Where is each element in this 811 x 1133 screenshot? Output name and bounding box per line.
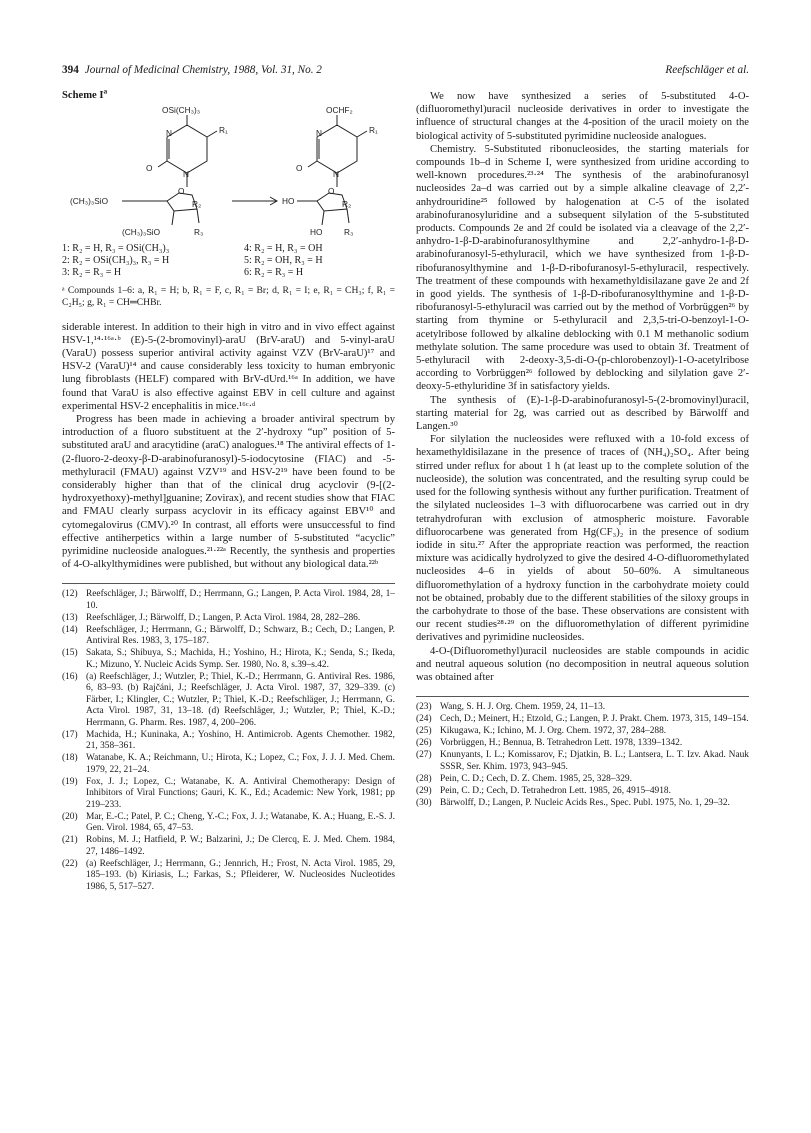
reference-18: (18) Watanabe, K. A.; Reichmann, U.; Hirota, K.; Lopez, C.; Fox, J. J. J. Med. Chem. 1979, 22, 21–24. bbox=[62, 753, 395, 775]
compound-1: 1: R₂ = H, R₃ = OSi(CH₃)₃ bbox=[62, 243, 170, 254]
chem-r3-right: R₃ bbox=[344, 227, 354, 237]
right-paragraph-1: We now have synthesized a series of 5-substituted 4-O-(difluoromethyl)uracil nucleoside derivatives in order to investigate the influence of structural changes at the 4-position of the uracil moiety on the biological activity of 5-substituted pyrimidine nucleoside analogues. bbox=[416, 91, 749, 142]
reference-30: (30) Bärwolff, D.; Langen, P. Nucleic Acids Res., Spec. Publ. 1975, No. 1, 29–32. bbox=[416, 797, 730, 808]
chem-n1-right: N bbox=[333, 169, 339, 179]
scheme-title: Scheme $I^a$ bbox=[62, 86, 108, 101]
right-column bbox=[416, 90, 749, 810]
reference-20: (20) Mar, E.-C.; Patel, P. C.; Cheng, Y.-C.; Fox, J. J.; Watanabe, K. A.; Huang, E.-S. J. Gen. Virol. 1984, 65, 47–53. bbox=[62, 811, 395, 834]
chem-n1-left: N bbox=[183, 169, 189, 179]
reference-12: (12) Reefschläger, J.; Bärwolff, D.; Herrmann, G.; Langen, P. Acta Virol. 1984, 28, 1–10. bbox=[62, 589, 395, 611]
right-paragraph-4: For silylation the nucleosides were refluxed with a 10-fold excess of hexamethyldisilazane in the presence of traces of (NH₄)₂SO₄. After being stirred under reflux for about 1 h (at least up to the complete solution of the nucleoside), the solution was concentrated, and the resulting syrup could be used for the following synthesis without any further purification. Treatment of the silylated nucleosides 1–3 with difluorocarbene was carried out in dry tetrahydrofuran with exclusion of atmospheric moisture. Favorable difluorocarbene was generated from Hg(CF₃)₂ in the presence of sodium iodide in situ.²⁷ After the appropriate reaction was performed, the reaction mixture was acidically hydrolyzed to give the desired 4-O-difluoromethylated nucleosides 4–6 in yields of about 50–60%. A simultaneous difluoromethylation of a hydroxy function in the carbohydrate moiety could not be obtained, probably due to the different stabilities of the siloxy groups in the carbohydrate to those of the base. These observations are consistent with our recent studies²⁸·²⁹ on the difluoromethylation of different pyrimidine derivatives and pyrimidine nucleosides. bbox=[416, 434, 749, 644]
reference-27: (27) Knunyants, I. L.; Komissarov, F.; Djatkin, B. L.; Lantsera, L. T. Izv. Akad. Nauk SSSR, Ser. Khim. 1973, 943–945. bbox=[416, 750, 749, 772]
reference-29: (29) Pein, C. D.; Cech, D. Tetrahedron Lett. 1985, 26, 4915–4918. bbox=[416, 785, 671, 796]
compound-5: 5: R₂ = OH, R₃ = H bbox=[244, 255, 323, 266]
chem-r1-left: R₁ bbox=[219, 125, 228, 135]
chem-o2-right: O bbox=[296, 163, 303, 173]
chem-n3-right: N bbox=[316, 128, 322, 138]
reference-23: (23) Wang, S. H. J. Org. Chem. 1959, 24, 11–13. bbox=[416, 702, 606, 713]
reference-25: (25) Kikugawa, K.; Ichino, M. J. Org. Chem. 1972, 37, 284–288. bbox=[416, 726, 667, 737]
compound-2: 2: R₂ = OSi(CH₃)₃, R₃ = H bbox=[62, 255, 170, 266]
reference-14: (14) Reefschläger, J.; Herrmann, G.; Bärwolff, D.; Schwarz, B.; Cech, D.; Langen, P. Antiviral Res. 1983, 3, 175–187. bbox=[62, 624, 395, 647]
chem-ring-o-left: O bbox=[178, 186, 185, 196]
chem-r2-left: R₂ bbox=[192, 199, 202, 209]
chem-ochf2: OCHF₂ bbox=[326, 105, 353, 115]
chem-r1-right: R₁ bbox=[369, 125, 378, 135]
reference-13: (13) Reefschläger, J.; Bärwolff, D.; Langen, P. Acta Virol. 1984, 28, 282–286. bbox=[62, 612, 361, 623]
left-references bbox=[62, 583, 395, 893]
right-paragraph-2: Chemistry. 5-Substituted ribonucleosides, the starting materials for compounds 1b–d in Scheme I, were synthesized from uridine according to well-known procedures.²³·²⁴ The synthesis of the arabinofuranosyl nucleosides 2a–d was carried out by a simple alkaline cleavage of 2,2′-anhydrouridine²⁵ followed by halogenation at C-5 of the isolated arabinofuranosyluridine and a subsequent silylation of the 5-substituted products. Compounds 2e and 2f could be isolated via a cleavage of the 2,2′-anhydro-1-β-D-arabinofuranosylthymine and 2,2′-anhydro-1-β-D-arabinofuranosyl-5-ethyluracil, which we have synthesized from 1-β-D-ribofuranosylthymine and 1-β-D-ribofuranosyl-5-ethyluracil, respectively. The treatment of these compounds with hexamethyldisilazane gave 2e and 2f in good yields. The synthesis of 1-β-D-ribofuranosylthymine and 1-β-D-ribofuranosyl-5-ethyluracil was carried out by the method of Vorbrüggen²⁶ by starting from thymine or 5-ethyluracil and 2,3,5-tri-O-benzoyl-1-O-acetylribose followed by alkaline deblocking with 0.1 M methanolic sodium methylate solution. The same procedure was used to obtain 3f. Treatment of 5-ethyluracil with 2-deoxy-3,5-di-O-(p-chlorobenzoyl)-1-O-acetylribose according to Vorbrüggen²⁶ followed by deblocking and silylation gave 2′-deoxy-5-ethyluridine 3f in satisfactory yields. bbox=[416, 143, 749, 393]
scheme-figure bbox=[62, 103, 395, 278]
reference-24: (24) Cech, D.; Meinert, H.; Etzold, G.; Langen, P. J. Prakt. Chem. 1973, 315, 149–154. bbox=[416, 714, 749, 725]
page-number: 394 bbox=[62, 64, 79, 76]
scheme-footnote: ᵃ Compounds 1–6: a, R₁ = H; b, R₁ = F, c, R₁ = Br; d, R₁ = I; e, R₁ = CH₃; f, R₁ = C₂H₅; g, R₁ = CH═CHBr. bbox=[62, 285, 395, 308]
chem-ho3: HO bbox=[310, 227, 323, 237]
chem-r2-right: R₂ bbox=[342, 199, 352, 209]
reference-28: (28) Pein, C. D.; Cech, D. Z. Chem. 1985, 25, 328–329. bbox=[416, 773, 632, 784]
reference-19: (19) Fox, J. J.; Lopez, C.; Watanabe, K. A. Antiviral Chemotherapy: Design of Inhibitors of Viral Functions; Gauri, K. K., Ed.; Academic: New York, 1981; pp 219–233. bbox=[62, 776, 395, 810]
compound-6: 6: R₂ = R₃ = H bbox=[244, 267, 304, 278]
right-paragraph-3: The synthesis of (E)-1-β-D-arabinofuranosyl-5-(2-bromovinyl)uracil, starting material for 2g, was carried out as described by Bärwolff and Langen.³⁰ bbox=[416, 394, 749, 433]
chem-n3-left: N bbox=[166, 128, 172, 138]
chem-o2-left: O bbox=[146, 163, 153, 173]
reference-17: (17) Machida, H.; Kuninaka, A.; Yoshino, H. Antimicrob. Agents Chemother. 1982, 21, 358–361. bbox=[62, 729, 395, 752]
compound-4: 4: R₂ = H, R₃ = OH bbox=[244, 243, 323, 254]
running-header bbox=[62, 64, 749, 80]
chem-osi-top: OSi(CH₃)₃ bbox=[162, 105, 201, 115]
chem-tms-o3: (CH₃)₃SiO bbox=[122, 227, 161, 237]
left-column bbox=[62, 86, 395, 894]
header-left bbox=[62, 64, 322, 76]
left-paragraph-2: Progress has been made in achieving a broader antiviral spectrum by introduction of a fluoro substituent at the 2′-hydroxy “up” position of 5-substituted araU and aracytidine (araC) analogues.¹⁸ The antiviral effects of 1-(2-fluoro-2-deoxy-β-D-arabinofuranosyl)-5-iodocytosine (FIAC) and -5-methyluracil (FMAU) against VZV¹⁹ and HSV-2¹⁹ have been found to be considerably higher than that of the clinical drug acyclovir (9-[(2-hydroxyethoxy)-methyl]guanine; Zovirax), and recent studies show that FIAC and FMAU clearly surpass acyclovir in its efficacy against EBV¹⁰ and cytomegalovirus (CMV).²⁰ In contrast, all efforts were unsuccessful to find effective antiherpetics within a large number of 5-substituted “acyclic” pyrimidine nucleoside analogues.²¹·²²ᵃ Recently, the synthesis and properties of 4-O-alkylthymidines were published, but without any biological data.²²ᵇ bbox=[62, 414, 395, 571]
journal-citation: Journal of Medicinal Chemistry, 1988, Vol. 31, No. 2 bbox=[84, 64, 322, 76]
reference-26: (26) Vorbrüggen, H.; Bennua, B. Tetrahedron Lett. 1978, 1339–1342. bbox=[416, 738, 683, 749]
compound-3: 3: R₂ = R₃ = H bbox=[62, 267, 122, 278]
chem-ring-o-right: O bbox=[328, 186, 335, 196]
chem-r3-left: R₃ bbox=[194, 227, 204, 237]
right-references bbox=[416, 696, 749, 809]
left-paragraph-1: siderable interest. In addition to their high in vitro and in vivo effect against HSV-1,¹⁴·¹⁶ᵃ·ᵇ (E)-5-(2-bromovinyl)-araU (BrV-araU) and 5-vinyl-araU (VaraU) possess superior antiviral activity against VZV (BrV-araU)¹⁷ and HSV-2 (VaraU)¹⁴ and cause considerably less toxicity to human embryonic lung fibroblasts (HELF) compared with BrV-dUrd.¹⁶ᵃ In addition, we have found that VaraU is also effective against EBV in cell culture and against experimental HSV-2 encephalitis in mice.¹⁶ᶜ·ᵈ bbox=[62, 321, 395, 412]
reference-21: (21) Robins, M. J.; Hatfield, P. W.; Balzarini, J.; De Clercq, E. J. Med. Chem. 1984, 27, 1486–1492. bbox=[62, 835, 395, 857]
right-paragraph-5: 4-O-(Difluoromethyl)uracil nucleosides are stable compounds in acidic and neutral aqueous solution (no decomposition in neutral aqueous solution was obtained after bbox=[416, 645, 749, 683]
reference-16: (16) (a) Reefschläger, J.; Wutzler, P.; Thiel, K.-D.; Herrmann, G. Antiviral Res. 1986, 6, 83–93. (b) Rajčáni, J.; Reefschläger, J. Acta Virol. 1987, 37, 329–339. (c) Färber, I.; Klingler, C.; Wutzler, P.; Thiel, K.-D.; Reefschläger, J.; Herrmann, G. Acta Virol. 1987, 31, 13–18. (d) Reefschläger, J.; Wutzler, P.; Thiel, K.-D.; Herrmann, G. Pharm. Res. 1987, 4, 200–206. bbox=[62, 671, 395, 728]
reference-15: (15) Sakata, S.; Shibuya, S.; Machida, H.; Yoshino, H.; Hirota, K.; Senda, S.; Ikeda, K.; Mizuno, Y. Nucleic Acids Symp. Ser. 1980, No. 8, s.39–s.42. bbox=[62, 648, 395, 670]
reference-22: (22) (a) Reefschläger, J.; Herrmann, G.; Jennrich, H.; Frost, N. Acta Virol. 1985, 29, 185–193. (b) Kiriasis, L.; Farkas, S.; Pfleiderer, W. Nucleosides Nucleotides 1986, 5, 517–527. bbox=[62, 858, 395, 892]
header-author: Reefschläger et al. bbox=[665, 64, 749, 76]
chem-tms-o5: (CH₃)₃SiO bbox=[70, 196, 109, 206]
chem-ho5: HO bbox=[282, 196, 295, 206]
